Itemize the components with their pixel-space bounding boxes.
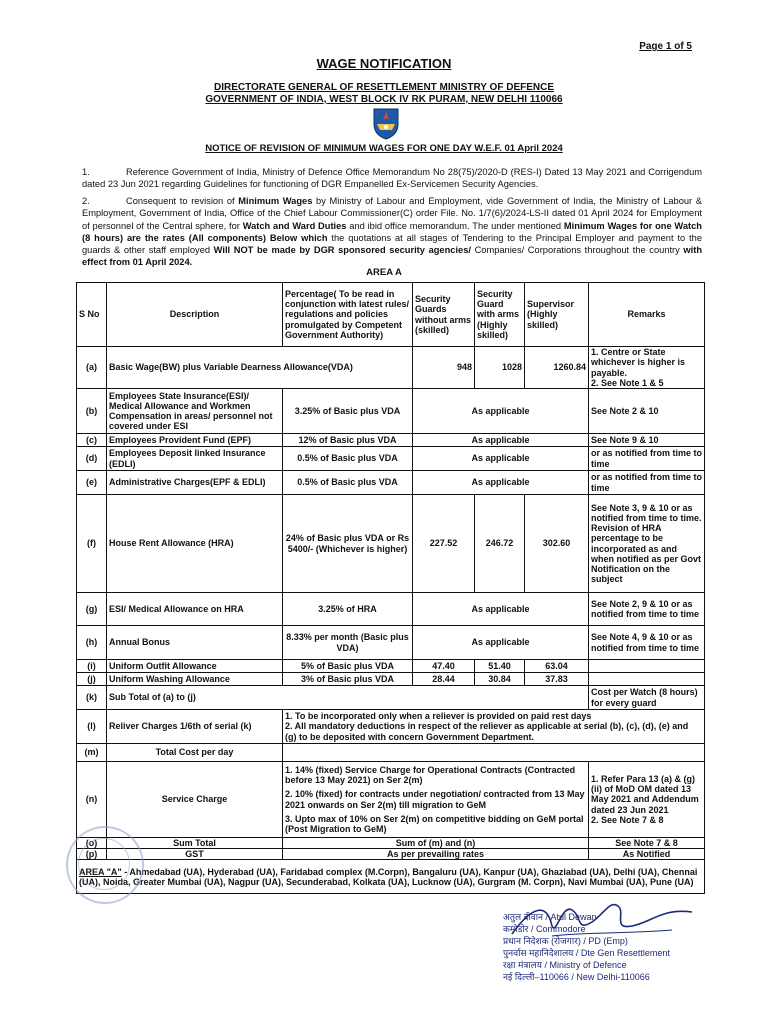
row-sno: (i) xyxy=(77,660,107,673)
row-description: Uniform Outfit Allowance xyxy=(107,660,283,673)
table-row xyxy=(77,593,705,626)
row-value: As applicable xyxy=(413,593,589,626)
row-text xyxy=(283,744,705,762)
paragraph-2-bold: Will NOT be made by DGR sponsored security agencies/ xyxy=(213,245,471,256)
row-value-guard: 948 xyxy=(413,347,475,389)
service-charge-term: 2. 10% (fixed) for contracts under negotiation/ contracted from 13 May 2021 onwards on Ser 2(m) till migration to GeM xyxy=(285,789,585,810)
row-text: As per prevailing rates xyxy=(283,849,589,860)
row-description: Total Cost per day xyxy=(107,744,283,762)
table-row xyxy=(77,660,705,673)
signatory-address: नई दिल्ली–110066 / New Delhi-110066 xyxy=(503,972,650,982)
row-value-guard-arms: 51.40 xyxy=(475,660,525,673)
row-description: ESI/ Medical Allowance on HRA xyxy=(107,593,283,626)
org-line-1: DIRECTORATE GENERAL OF RESETTLEMENT MINISTRY OF DEFENCE xyxy=(213,82,555,93)
page-title: WAGE NOTIFICATION xyxy=(316,56,452,71)
row-sno: (j) xyxy=(77,673,107,686)
row-remarks: See Note 2, 9 & 10 or as notified from time to time xyxy=(589,593,705,626)
signatory-ministry: रक्षा मंत्रालय / Ministry of Defence xyxy=(503,960,627,970)
row-remarks: or as notified from time to time xyxy=(589,447,705,471)
page-number: Page 1 of 5 xyxy=(639,41,692,52)
row-description: Administrative Charges(EPF & EDLI) xyxy=(107,471,283,495)
row-sno: (a) xyxy=(77,347,107,389)
dgr-emblem-icon xyxy=(372,106,400,140)
signatory-name: अतुल दीवान / Atul Dewan xyxy=(503,912,597,922)
area-note-row xyxy=(77,860,705,894)
row-description: Employees State Insurance(ESI)/ Medical Allowance and Workmen Compensation in areas/ personnel not covered under ESI xyxy=(107,389,283,434)
row-value-guard-arms: 246.72 xyxy=(475,495,525,593)
table-header-row xyxy=(77,283,705,347)
row-percentage: 3.25% of HRA xyxy=(283,593,413,626)
row-remarks: Cost per Watch (8 hours) for every guard xyxy=(589,686,705,710)
row-sno: (b) xyxy=(77,389,107,434)
row-value-supervisor: 63.04 xyxy=(525,660,589,673)
row-sno: (n) xyxy=(77,762,107,838)
paragraph-1 xyxy=(82,166,702,191)
row-remarks: See Note 2 & 10 xyxy=(589,389,705,434)
notice-heading: NOTICE OF REVISION OF MINIMUM WAGES FOR ONE DAY W.E.F. 01 April 2024 xyxy=(205,143,563,154)
row-percentage: 0.5% of Basic plus VDA xyxy=(283,471,413,495)
row-percentage: 3.25% of Basic plus VDA xyxy=(283,389,413,434)
row-remarks xyxy=(589,673,705,686)
org-line-2: GOVERNMENT OF INDIA, WEST BLOCK IV RK PURAM, NEW DELHI 110066 xyxy=(205,94,563,105)
row-percentage: 5% of Basic plus VDA xyxy=(283,660,413,673)
table-row xyxy=(77,838,705,849)
row-percentage: 12% of Basic plus VDA xyxy=(283,434,413,447)
table-row xyxy=(77,744,705,762)
row-sno: (m) xyxy=(77,744,107,762)
header-sno: S No xyxy=(77,283,107,347)
table-row xyxy=(77,434,705,447)
paragraph-2-number: 2. xyxy=(82,196,90,206)
table-row xyxy=(77,389,705,434)
row-remarks: As Notified xyxy=(589,849,705,860)
row-value-guard-arms: 30.84 xyxy=(475,673,525,686)
paragraph-1-text: Reference Government of India, Ministry of Defence Office Memorandum No 28(75)/2020-D (RES-I) Dated 13 May 2021 and Corrigendum dated 23 Jun 2021 regarding Guidelines for functioning of DGR Empanelled Ex-Servicemen Security Agencies. xyxy=(82,167,702,190)
service-charge-terms xyxy=(283,762,589,838)
row-percentage: 3% of Basic plus VDA xyxy=(283,673,413,686)
row-sno: (d) xyxy=(77,447,107,471)
row-description: Annual Bonus xyxy=(107,626,283,660)
row-value: As applicable xyxy=(413,626,589,660)
header-description: Description xyxy=(107,283,283,347)
row-remarks xyxy=(589,660,705,673)
row-sno: (k) xyxy=(77,686,107,710)
row-remarks: or as notified from time to time xyxy=(589,471,705,495)
paragraph-2-text: the quotations at all stages of Tendering to the Principal Employer and payment to the guards & other staff employed xyxy=(82,232,702,256)
row-description: Reliver Charges 1/6th of serial (k) xyxy=(107,710,283,744)
paragraph-2-bold: with effect from 01 April 2024. xyxy=(82,245,703,268)
row-description: Sub Total of (a) to (j) xyxy=(107,686,589,710)
header-percentage: Percentage( To be read in conjunction with latest rules/ regulations and policies promulgated by Competent Government Authority) xyxy=(283,283,413,347)
table-row xyxy=(77,347,705,389)
row-percentage: 8.33% per month (Basic plus VDA) xyxy=(283,626,413,660)
row-remarks: See Note 9 & 10 xyxy=(589,434,705,447)
table-row xyxy=(77,471,705,495)
area-note-text: - Ahmedabad (UA), Hyderabad (UA), Faridabad complex (M.Corpn), Bangaluru (UA), Kanpur (UA), Ghaziabad (UA), Delhi (UA), Chennai (UA), Noida, Greater Mumbai (UA), Nagpur (UA), Secunderabad, Kolkata (UA), Lucknow (UA), Gurgram (M. Corpn), Navi Mumbai (UA), Pune (UA) xyxy=(79,866,698,887)
signatory-designation: प्रधान निदेशक (रोजगार) / PD (Emp) xyxy=(503,936,628,946)
row-value-guard: 227.52 xyxy=(413,495,475,593)
row-remarks: See Note 3, 9 & 10 or as notified from time to time. Revision of HRA percentage to be incorporated as and when notified as per Govt Notification on the subject xyxy=(589,495,705,593)
row-percentage: 0.5% of Basic plus VDA xyxy=(283,447,413,471)
service-charge-term: 1. 14% (fixed) Service Charge for Operational Contracts (Contracted before 13 May 2021) on Ser 2(m) xyxy=(285,764,576,786)
table-row xyxy=(77,495,705,593)
area-title: AREA A xyxy=(366,267,402,278)
row-value-supervisor: 302.60 xyxy=(525,495,589,593)
paragraph-2-text: Consequent to revision of xyxy=(126,196,239,206)
paragraph-2-text: and ibid office memorandum. The under mentioned xyxy=(346,220,564,231)
paragraph-2-bold: Watch and Ward Duties xyxy=(242,220,347,231)
paragraph-2-bold: Minimum Wages for one Watch (8 hours) are the rates (All components) Below which xyxy=(82,220,702,243)
paragraph-2-text: Companies/ Corporations throughout the country xyxy=(470,245,684,256)
paragraph-2-text: by Ministry of Labour and Employment, vide Government of India, the Ministry of Labour & Employment, Government of India, Office of the Chief Labour Commissioner(C) order File. No. 1/7(6)/2024-LS-II dated 01 April 2024 for Employment of personnel of the Central sphere, for xyxy=(82,196,702,231)
service-charge-term: 3. Upto max of 10% on Ser 2(m) on competitive bidding on GeM portal (Post Migration to GeM) xyxy=(285,813,584,834)
row-description: Basic Wage(BW) plus Variable Dearness Allowance(VDA) xyxy=(107,347,413,389)
table-row xyxy=(77,447,705,471)
row-sno: (f) xyxy=(77,495,107,593)
row-sno: (l) xyxy=(77,710,107,744)
signatory-office: पुनर्वास महानिदेशालय / Dte Gen Resettlement xyxy=(503,948,670,958)
row-value: As applicable xyxy=(413,471,589,495)
row-sno: (p) xyxy=(77,849,107,860)
row-sno: (e) xyxy=(77,471,107,495)
area-note xyxy=(77,860,705,894)
paragraph-2-bold: Minimum Wages xyxy=(238,196,313,206)
row-value: As applicable xyxy=(413,434,589,447)
row-remarks: See Note 7 & 8 xyxy=(589,838,705,849)
header-remarks: Remarks xyxy=(589,283,705,347)
header-supervisor: Supervisor (Highly skilled) xyxy=(525,283,589,347)
row-description: Employees Deposit linked Insurance (EDLI) xyxy=(107,447,283,471)
row-sno: (o) xyxy=(77,838,107,849)
row-value: As applicable xyxy=(413,389,589,434)
office-stamp-icon xyxy=(66,826,144,904)
header-security-guard-arms: Security Guard with arms (Highly skilled) xyxy=(475,283,525,347)
row-remarks: 1. Refer Para 13 (a) & (g) (ii) of MoD OM dated 13 May 2021 and Addendum dated 23 Jun 2021 2. See Note 7 & 8 xyxy=(589,762,705,838)
row-description: GST xyxy=(107,849,283,860)
paragraph-1-number: 1. xyxy=(82,167,90,177)
row-sno: (c) xyxy=(77,434,107,447)
paragraph-2 xyxy=(82,195,702,269)
table-row xyxy=(77,710,705,744)
row-sno: (h) xyxy=(77,626,107,660)
table-row xyxy=(77,673,705,686)
table-row xyxy=(77,626,705,660)
row-description: Sum Total xyxy=(107,838,283,849)
row-remarks: 1. Centre or State whichever is higher is payable. 2. See Note 1 & 5 xyxy=(589,347,705,389)
minimum-wage-table xyxy=(76,282,705,894)
row-value-guard: 47.40 xyxy=(413,660,475,673)
row-text: 1. To be incorporated only when a reliever is provided on paid rest days 2. All mandatory deductions in respect of the reliever as applicable at serial (b), (c), (d), (e) and (g) to be deposited with concern Government Department. xyxy=(283,710,705,744)
row-description: Service Charge xyxy=(107,762,283,838)
signatory-rank: कमोडोर / Commodore xyxy=(503,924,586,934)
header-security-guard: Security Guards without arms (skilled) xyxy=(413,283,475,347)
row-sno: (g) xyxy=(77,593,107,626)
table-row xyxy=(77,762,705,838)
row-value-guard-arms: 1028 xyxy=(475,347,525,389)
row-value: As applicable xyxy=(413,447,589,471)
row-percentage: 24% of Basic plus VDA or Rs 5400/- (Whichever is higher) xyxy=(283,495,413,593)
row-value-supervisor: 1260.84 xyxy=(525,347,589,389)
row-text: Sum of (m) and (n) xyxy=(283,838,589,849)
row-value-supervisor: 37.83 xyxy=(525,673,589,686)
row-description: Employees Provident Fund (EPF) xyxy=(107,434,283,447)
row-description: Uniform Washing Allowance xyxy=(107,673,283,686)
area-note-label: AREA "A" xyxy=(79,866,122,877)
row-remarks: See Note 4, 9 & 10 or as notified from time to time xyxy=(589,626,705,660)
table-row xyxy=(77,686,705,710)
row-value-guard: 28.44 xyxy=(413,673,475,686)
table-row xyxy=(77,849,705,860)
row-description: House Rent Allowance (HRA) xyxy=(107,495,283,593)
